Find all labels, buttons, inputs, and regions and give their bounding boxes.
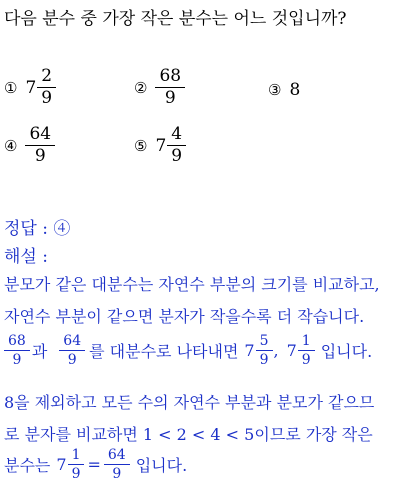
- mixed-whole: 7: [56, 455, 67, 474]
- explanation-line-2: 자연수 부분이 같으면 분자가 작을수록 더 작습니다.: [4, 307, 365, 326]
- numerator: 68: [8, 333, 26, 349]
- option-4: [4, 126, 55, 165]
- fraction: [61, 334, 83, 367]
- mixed-whole: 7: [155, 135, 167, 156]
- denominator: 9: [155, 87, 185, 107]
- fraction: [258, 334, 271, 367]
- mixed-whole: 7: [25, 77, 37, 98]
- option-marker: ②: [134, 78, 148, 97]
- answer-label: 정답 :: [4, 219, 54, 239]
- option-marker: ①: [4, 78, 18, 97]
- explanation-text: 를 대분수로 나타내면: [89, 342, 239, 361]
- mixed-whole: 7: [286, 341, 297, 360]
- separator: ,: [273, 341, 279, 360]
- option-1: [4, 68, 56, 107]
- explanation-text: 입니다.: [135, 456, 188, 475]
- option-value: 8: [289, 80, 301, 100]
- option-marker: ③: [268, 81, 282, 99]
- answer-line: [4, 214, 70, 239]
- numerator: 64: [29, 124, 52, 144]
- option-2: [134, 68, 185, 107]
- numerator: 2: [41, 66, 53, 86]
- fraction: [157, 68, 183, 107]
- numerator: 4: [171, 124, 183, 144]
- fraction: [300, 334, 313, 367]
- explanation-line-6: [4, 448, 187, 481]
- numerator: 5: [259, 333, 269, 349]
- fraction: [169, 126, 184, 165]
- denominator: 9: [4, 350, 30, 367]
- mixed-whole: 7: [244, 341, 255, 360]
- option-3: [268, 80, 300, 100]
- option-marker: ⑤: [134, 136, 148, 155]
- equals-sign: =: [87, 455, 101, 474]
- denominator: 9: [68, 464, 85, 481]
- denominator: 9: [59, 350, 85, 367]
- denominator: 9: [37, 87, 56, 107]
- denominator: 9: [298, 350, 315, 367]
- explanation-line-1: 분모가 같은 대분수는 자연수 부분의 크기를 비교하고,: [4, 275, 380, 294]
- numerator: 68: [159, 66, 182, 86]
- fraction: [39, 68, 54, 107]
- numerator: 64: [107, 447, 126, 463]
- explanation-line-4: 8을 제외하고 모든 수의 자연수 부분과 분모가 같으므: [4, 393, 375, 412]
- fraction: [106, 448, 128, 481]
- question-text: 다음 분수 중 가장 작은 분수는 어느 것입니까?: [4, 9, 347, 29]
- explanation-line-3: [4, 334, 372, 367]
- explanation-text: 입니다.: [320, 342, 373, 361]
- numerator: 1: [71, 447, 81, 463]
- denominator: 9: [25, 145, 55, 165]
- explanation-line-5: 로 분자를 비교하면 1 < 2 < 4 < 5이므로 가장 작은: [4, 425, 373, 444]
- numerator: 1: [301, 333, 311, 349]
- denominator: 9: [256, 350, 273, 367]
- fraction: [6, 334, 28, 367]
- connector-text: 과: [31, 342, 48, 361]
- numerator: 64: [63, 333, 82, 349]
- denominator: 9: [104, 464, 130, 481]
- denominator: 9: [167, 145, 186, 165]
- option-5: [134, 126, 186, 165]
- answer-value: ④: [53, 219, 71, 239]
- explanation-label: 해설 :: [4, 247, 48, 267]
- fraction: [27, 126, 53, 165]
- option-marker: ④: [4, 136, 18, 155]
- explanation-text: 분수는: [4, 456, 51, 475]
- fraction: [70, 448, 83, 481]
